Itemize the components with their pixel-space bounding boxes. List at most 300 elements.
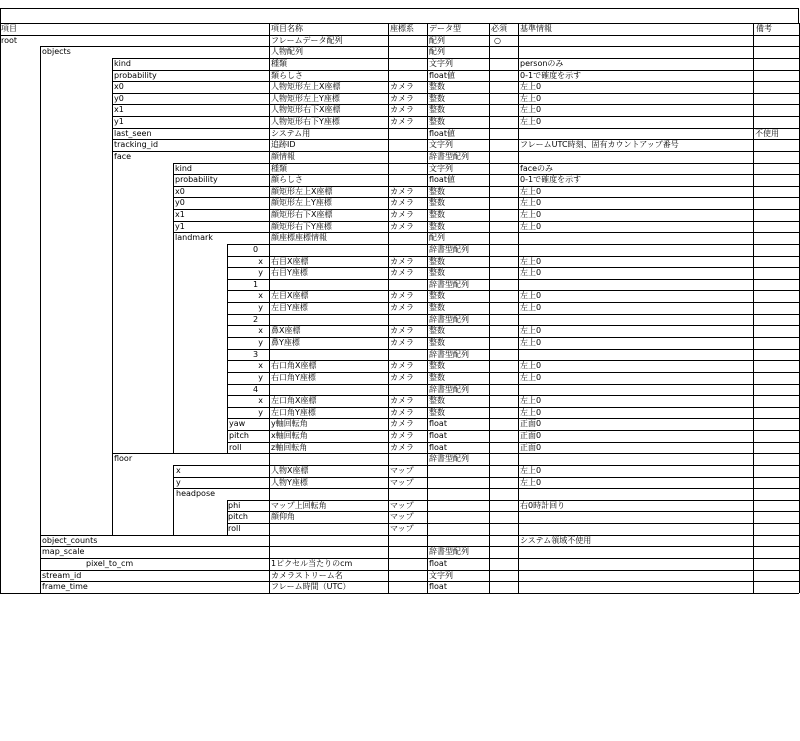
cell-item: headpose	[176, 489, 216, 499]
tree-guide	[112, 139, 113, 151]
cell-name: 顔座標座標情報	[271, 233, 327, 243]
row-divider	[227, 256, 799, 257]
cell-item: 0	[253, 244, 259, 254]
tree-guide	[112, 465, 113, 477]
cell-item: last_seen	[114, 128, 152, 138]
cell-name: 左目Y座標	[271, 303, 308, 313]
header-required: 必須	[491, 24, 507, 33]
cell-dtype: 整数	[429, 291, 445, 301]
cell-dtype: float値	[429, 128, 455, 138]
cell-dtype: 整数	[429, 256, 445, 266]
row-divider	[40, 558, 799, 559]
row-divider	[227, 279, 799, 280]
cell-dtype: 整数	[429, 407, 445, 417]
header-coord: 座標系	[390, 24, 414, 33]
cell-dtype: 文字列	[429, 570, 453, 580]
cell-basis: システム領域不使用	[520, 535, 592, 545]
cell-name: 顔仰角	[271, 512, 295, 522]
cell-basis: 左上0	[520, 326, 542, 336]
tree-guide	[40, 360, 41, 372]
cell-basis: 左上0	[520, 93, 542, 103]
cell-coord: カメラ	[390, 407, 414, 417]
cell-basis: 左上0	[520, 477, 542, 487]
cell-item: stream_id	[42, 570, 82, 580]
row-divider	[173, 163, 799, 164]
header-dtype: データ型	[429, 24, 461, 33]
tree-guide	[112, 360, 113, 372]
tree-guide	[112, 197, 113, 209]
cell-name: 左目X座標	[271, 291, 309, 301]
row-divider	[112, 81, 799, 82]
cell-name: 顔情報	[271, 151, 295, 161]
tree-guide	[40, 232, 41, 244]
cell-dtype: 整数	[429, 117, 445, 127]
tree-guide	[173, 302, 174, 314]
tree-guide	[40, 349, 41, 361]
tree-guide	[173, 477, 174, 489]
tree-guide	[112, 279, 113, 291]
tree-guide	[40, 197, 41, 209]
tree-guide	[173, 360, 174, 372]
tree-guide	[112, 256, 113, 268]
header-item: 項目	[1, 24, 17, 33]
cell-item: x0	[175, 186, 185, 196]
cell-item: phi	[228, 500, 241, 510]
tree-guide	[173, 232, 174, 244]
cell-coord: カメラ	[390, 442, 414, 452]
tree-guide	[173, 290, 174, 302]
cell-coord: カメラ	[390, 93, 414, 103]
cell-name: マップ上回転角	[271, 500, 327, 510]
tree-guide	[40, 104, 41, 116]
tree-guide	[112, 93, 113, 105]
cell-dtype: 辞書型配列	[429, 244, 469, 254]
cell-item: x1	[114, 105, 124, 115]
row-divider	[40, 546, 799, 547]
cell-basis: 右0時計回り	[520, 500, 566, 510]
tree-guide	[40, 256, 41, 268]
cell-name: カメラストリーム名	[271, 570, 343, 580]
tree-guide	[40, 139, 41, 151]
cell-coord: マップ	[390, 477, 414, 487]
tree-guide	[173, 174, 174, 186]
tree-guide	[40, 267, 41, 279]
tree-guide	[40, 128, 41, 140]
tree-guide	[40, 186, 41, 198]
row-divider	[173, 197, 799, 198]
tree-guide	[40, 279, 41, 291]
column-divider	[269, 23, 270, 593]
column-divider	[0, 23, 1, 593]
cell-coord: カメラ	[390, 256, 414, 266]
cell-item: roll	[229, 442, 242, 452]
cell-name: 種類	[271, 58, 287, 68]
cell-item: x	[176, 465, 181, 475]
cell-name: 追跡ID	[271, 140, 296, 150]
tree-guide	[112, 116, 113, 128]
tree-guide	[40, 244, 41, 256]
cell-dtype: 文字列	[429, 163, 453, 173]
tree-guide	[40, 163, 41, 175]
cell-basis: faceのみ	[520, 163, 554, 173]
cell-item: 3	[253, 349, 259, 359]
cell-item: probability	[175, 175, 218, 185]
cell-item: x1	[175, 210, 185, 220]
tree-guide	[40, 81, 41, 93]
cell-item: roll	[228, 524, 241, 534]
cell-name: z軸回転角	[271, 442, 308, 452]
cell-item: object_counts	[42, 535, 98, 545]
tree-guide	[173, 186, 174, 198]
cell-item: y	[258, 338, 263, 347]
row-divider	[112, 93, 799, 94]
row-divider	[227, 290, 799, 291]
cell-dtype: 整数	[429, 396, 445, 406]
tree-guide	[173, 523, 174, 535]
row-divider	[173, 174, 799, 175]
cell-name: 人物X座標	[271, 465, 309, 475]
tree-guide	[112, 488, 113, 500]
cell-item: y1	[114, 117, 124, 127]
row-divider	[40, 535, 799, 536]
cell-dtype: float	[429, 582, 447, 592]
tree-guide	[40, 442, 41, 454]
cell-dtype: 整数	[429, 93, 445, 103]
row-divider	[227, 244, 799, 245]
cell-coord: カメラ	[390, 82, 414, 92]
cell-item: x	[258, 291, 263, 301]
tree-guide	[112, 523, 113, 535]
row-divider	[227, 302, 799, 303]
tree-guide	[173, 314, 174, 326]
tree-guide	[112, 418, 113, 430]
tree-guide	[112, 395, 113, 407]
tree-guide	[40, 523, 41, 535]
cell-name: 人物矩形右下X座標	[271, 105, 341, 115]
cell-basis: 左上0	[520, 82, 542, 92]
sheet-title-bar	[0, 8, 799, 23]
tree-guide	[40, 546, 41, 558]
tree-guide	[173, 418, 174, 430]
cell-coord: カメラ	[390, 221, 414, 231]
tree-guide	[40, 418, 41, 430]
tree-guide	[227, 418, 228, 430]
cell-basis: 0-1で確度を示す	[520, 175, 582, 185]
tree-guide	[112, 232, 113, 244]
tree-guide	[173, 197, 174, 209]
tree-guide	[112, 174, 113, 186]
cell-basis: 左上0	[520, 361, 542, 371]
cell-name: 人物矩形左上X座標	[271, 82, 341, 92]
tree-guide	[173, 488, 174, 500]
cell-name: 人物矩形左上Y座標	[271, 93, 340, 103]
tree-guide	[40, 558, 41, 570]
tree-guide	[40, 93, 41, 105]
cell-item: y0	[175, 198, 185, 208]
cell-dtype: 配列	[429, 35, 445, 45]
cell-name: x軸回転角	[271, 431, 308, 441]
tree-guide	[40, 116, 41, 128]
cell-basis: personのみ	[520, 58, 564, 68]
cell-item: tracking_id	[114, 140, 159, 150]
tree-guide	[40, 477, 41, 489]
cell-name: 右目X座標	[271, 256, 309, 266]
tree-guide	[112, 244, 113, 256]
row-divider	[112, 116, 799, 117]
cell-name: フレーム時間（UTC）	[271, 582, 351, 592]
tree-guide	[173, 337, 174, 349]
cell-basis: 左上0	[520, 105, 542, 115]
cell-basis: 左上0	[520, 198, 542, 208]
row-divider	[227, 384, 799, 385]
tree-guide	[112, 325, 113, 337]
cell-basis: 正面0	[520, 442, 542, 452]
cell-item: x	[258, 361, 263, 371]
cell-name: 左口角Y座標	[271, 407, 316, 417]
cell-required: ○	[494, 35, 501, 45]
tree-guide	[112, 70, 113, 82]
cell-basis: 左上0	[520, 338, 542, 347]
tree-guide	[40, 174, 41, 186]
cell-name: 類らしさ	[271, 70, 303, 80]
tree-guide	[112, 290, 113, 302]
tree-guide	[40, 465, 41, 477]
cell-item: frame_time	[42, 582, 88, 592]
cell-name: 顔矩形右下X座標	[271, 210, 333, 220]
row-divider	[112, 139, 799, 140]
tree-guide	[227, 430, 228, 442]
tree-guide	[173, 407, 174, 419]
cell-coord: カメラ	[390, 372, 414, 382]
tree-guide	[40, 372, 41, 384]
cell-coord: マップ	[390, 512, 414, 522]
cell-basis: 左上0	[520, 303, 542, 313]
tree-guide	[112, 477, 113, 489]
cell-dtype: 文字列	[429, 140, 453, 150]
column-divider	[753, 23, 754, 593]
row-divider	[173, 232, 799, 233]
cell-coord: カメラ	[390, 326, 414, 336]
tree-guide	[40, 500, 41, 512]
tree-guide	[227, 442, 228, 454]
cell-dtype: 辞書型配列	[429, 454, 469, 464]
cell-dtype: 整数	[429, 372, 445, 382]
row-divider	[112, 104, 799, 105]
tree-guide	[40, 151, 41, 163]
cell-coord: カメラ	[390, 268, 414, 278]
tree-guide	[40, 395, 41, 407]
cell-coord: カメラ	[390, 396, 414, 406]
cell-basis: 0-1で確度を示す	[520, 70, 582, 80]
cell-item: y	[258, 407, 263, 417]
row-divider	[173, 209, 799, 210]
cell-basis: 左上0	[520, 291, 542, 301]
cell-item: y	[258, 372, 263, 382]
cell-item: root	[1, 35, 18, 45]
cell-dtype: 整数	[429, 105, 445, 115]
tree-guide	[173, 395, 174, 407]
cell-dtype: 配列	[429, 233, 445, 243]
cell-item: 1	[253, 279, 259, 289]
tree-guide	[40, 535, 41, 547]
tree-guide	[112, 302, 113, 314]
tree-guide	[40, 570, 41, 582]
cell-item: 4	[253, 384, 259, 394]
row-divider	[0, 23, 799, 24]
tree-guide	[112, 407, 113, 419]
tree-guide	[227, 314, 228, 326]
tree-guide	[40, 453, 41, 465]
tree-guide	[112, 267, 113, 279]
tree-guide	[40, 430, 41, 442]
tree-guide	[173, 267, 174, 279]
cell-item: probability	[114, 70, 157, 80]
row-divider	[173, 477, 799, 478]
tree-guide	[112, 104, 113, 116]
cell-coord: カメラ	[390, 291, 414, 301]
cell-coord: カメラ	[390, 431, 414, 441]
cell-dtype: float値	[429, 175, 455, 185]
cell-basis: 左上0	[520, 117, 542, 127]
cell-item: pitch	[228, 512, 248, 522]
tree-guide	[227, 384, 228, 396]
cell-coord: カメラ	[390, 198, 414, 208]
cell-item: x	[258, 326, 263, 336]
cell-dtype: 整数	[429, 198, 445, 208]
cell-dtype: 整数	[429, 82, 445, 92]
cell-dtype: 辞書型配列	[429, 547, 469, 557]
cell-dtype: float	[429, 431, 447, 441]
cell-item: kind	[175, 163, 193, 173]
cell-name: 種類	[271, 163, 287, 173]
tree-guide	[40, 209, 41, 221]
cell-name: 右口角X座標	[271, 361, 317, 371]
tree-guide	[227, 244, 228, 256]
row-divider	[40, 46, 799, 47]
cell-item: yaw	[229, 419, 246, 429]
cell-basis: 左上0	[520, 465, 542, 475]
row-divider	[227, 349, 799, 350]
cell-dtype: 整数	[429, 186, 445, 196]
tree-guide	[112, 209, 113, 221]
tree-guide	[173, 244, 174, 256]
cell-dtype: 整数	[429, 326, 445, 336]
header-basis: 基準情報	[520, 24, 552, 33]
tree-guide	[40, 58, 41, 70]
tree-guide	[112, 128, 113, 140]
cell-name: 人物配列	[271, 47, 303, 57]
row-divider	[173, 465, 799, 466]
cell-item: y	[258, 268, 263, 278]
tree-guide	[40, 581, 41, 593]
cell-dtype: 整数	[429, 210, 445, 220]
cell-name: 鼻Y座標	[271, 338, 300, 347]
tree-guide	[112, 221, 113, 233]
cell-dtype: 配列	[429, 47, 445, 57]
cell-basis: 正面0	[520, 431, 542, 441]
cell-item: pixel_to_cm	[86, 558, 134, 568]
tree-guide	[173, 163, 174, 175]
cell-basis: 左上0	[520, 221, 542, 231]
row-divider	[227, 337, 799, 338]
header-name: 項目名称	[271, 24, 303, 33]
tree-guide	[173, 442, 174, 454]
tree-guide	[112, 453, 113, 465]
cell-name: 顔矩形右下Y座標	[271, 221, 332, 231]
cell-item: x0	[114, 82, 124, 92]
tree-guide	[112, 151, 113, 163]
cell-name: 左口角X座標	[271, 396, 317, 406]
cell-dtype: 整数	[429, 221, 445, 231]
tree-guide	[112, 58, 113, 70]
tree-guide	[173, 465, 174, 477]
cell-item: 2	[253, 314, 259, 324]
tree-guide	[227, 349, 228, 361]
cell-dtype: float	[429, 419, 447, 429]
cell-basis: 正面0	[520, 419, 542, 429]
cell-name: フレームデータ配列	[271, 35, 343, 45]
tree-guide	[40, 407, 41, 419]
tree-guide	[40, 302, 41, 314]
cell-dtype: 整数	[429, 361, 445, 371]
tree-guide	[112, 349, 113, 361]
cell-dtype: float	[429, 442, 447, 452]
cell-dtype: float値	[429, 70, 455, 80]
cell-coord: カメラ	[390, 361, 414, 371]
row-divider	[112, 70, 799, 71]
cell-basis: フレームUTC時刻、固有カウントアップ番号	[520, 140, 679, 150]
cell-basis: 左上0	[520, 372, 542, 382]
cell-name: 人物Y座標	[271, 477, 308, 487]
tree-guide	[40, 488, 41, 500]
row-divider	[40, 570, 799, 571]
row-divider	[227, 314, 799, 315]
row-divider	[227, 418, 799, 419]
header-note: 備考	[756, 24, 772, 33]
tree-guide	[112, 430, 113, 442]
cell-name: 顔矩形左上X座標	[271, 186, 333, 196]
cell-coord: カメラ	[390, 105, 414, 115]
row-divider	[0, 35, 799, 36]
row-divider	[227, 511, 799, 512]
tree-guide	[173, 256, 174, 268]
cell-coord: カメラ	[390, 419, 414, 429]
cell-dtype: 整数	[429, 338, 445, 347]
tree-guide	[112, 384, 113, 396]
row-divider	[173, 186, 799, 187]
cell-coord: マップ	[390, 524, 414, 534]
cell-dtype: 辞書型配列	[429, 384, 469, 394]
tree-guide	[40, 511, 41, 523]
tree-guide	[112, 81, 113, 93]
cell-item: y1	[175, 221, 185, 231]
cell-item: face	[114, 151, 132, 161]
cell-name: 顔矩形左上Y座標	[271, 198, 332, 208]
tree-guide	[173, 511, 174, 523]
row-divider	[227, 523, 799, 524]
cell-dtype: 辞書型配列	[429, 151, 469, 161]
cell-item: x	[258, 256, 263, 266]
tree-guide	[40, 314, 41, 326]
cell-dtype: 辞書型配列	[429, 314, 469, 324]
tree-guide	[112, 511, 113, 523]
tree-guide	[112, 442, 113, 454]
column-divider	[427, 23, 428, 593]
cell-item: y0	[114, 93, 124, 103]
cell-dtype: 整数	[429, 268, 445, 278]
tree-guide	[173, 209, 174, 221]
cell-name: 右目Y座標	[271, 268, 308, 278]
